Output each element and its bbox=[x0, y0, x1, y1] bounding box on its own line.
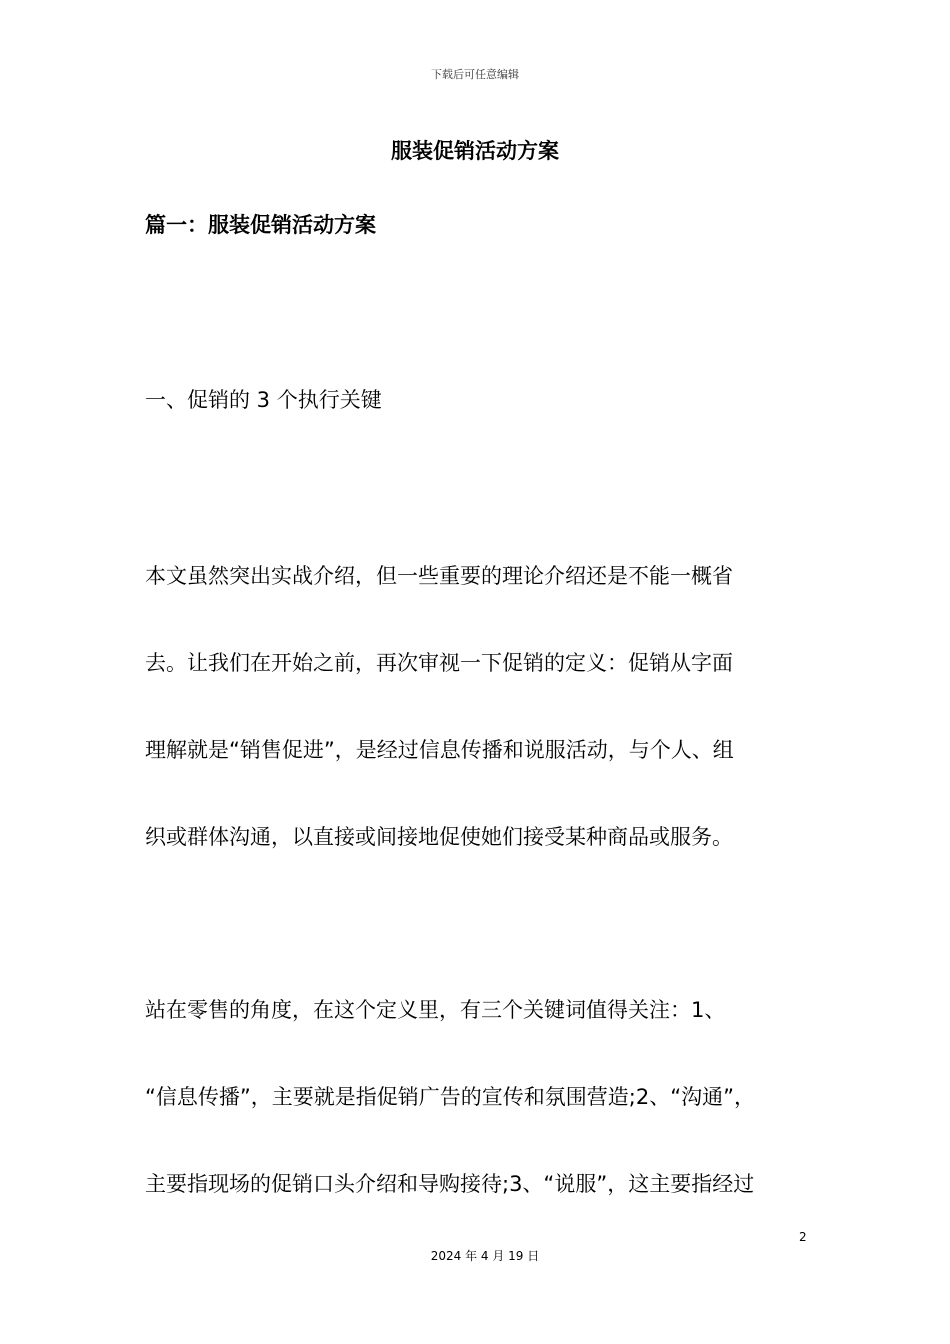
header-note: 下载后可任意编辑 bbox=[431, 68, 519, 81]
subheading: 一、促销的 3 个执行关键 bbox=[145, 388, 382, 412]
paragraph-1-line-4: 织或群体沟通，以直接或间接地促使她们接受某种商品或服务。 bbox=[145, 825, 733, 849]
page-number: 2 bbox=[799, 1230, 807, 1244]
footer-date: 2024 年 4 月 19 日 bbox=[430, 1249, 540, 1263]
section-heading: 篇一：服装促销活动方案 bbox=[145, 213, 376, 237]
document-title: 服装促销活动方案 bbox=[391, 139, 559, 163]
paragraph-2-line-3: 主要指现场的促销口头介绍和导购接待;3、“说服”，这主要指经过 bbox=[145, 1172, 755, 1196]
paragraph-1-line-1: 本文虽然突出实战介绍，但一些重要的理论介绍还是不能一概省 bbox=[145, 564, 733, 588]
paragraph-1-line-2: 去。让我们在开始之前，再次审视一下促销的定义：促销从字面 bbox=[145, 651, 733, 675]
paragraph-1-line-3: 理解就是“销售促进”，是经过信息传播和说服活动，与个人、组 bbox=[145, 738, 734, 762]
paragraph-2-line-1: 站在零售的角度，在这个定义里，有三个关键词值得关注：1、 bbox=[145, 998, 726, 1022]
paragraph-2-line-2: “信息传播”，主要就是指促销广告的宣传和氛围营造;2、“沟通”， bbox=[145, 1085, 755, 1109]
